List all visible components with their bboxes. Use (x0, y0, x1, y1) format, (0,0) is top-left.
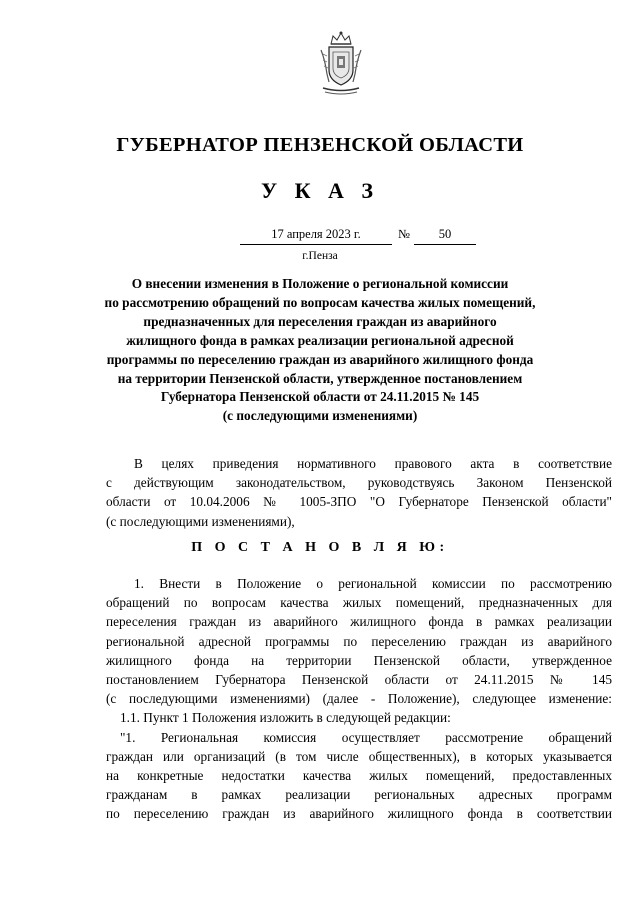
body-line: на конкретные недостатки качества жилых помещений, предоставленных (106, 768, 612, 784)
document-number: 50 (438, 227, 452, 241)
subject-line: Губернатора Пензенской области от 24.11.2015 № 145 (160, 389, 480, 405)
number-label: № (398, 227, 410, 241)
city: г.Пенза (302, 250, 338, 262)
body-line: гражданам в рамках реализации региональных адресных программ (106, 787, 612, 803)
document-date: 17 апреля 2023 г. (271, 227, 361, 241)
preamble-line: области от 10.04.2006 № 1005-ЗПО "О Губернаторе Пензенской области" (106, 494, 612, 510)
date-underline (240, 244, 392, 245)
preamble (106, 454, 612, 531)
preamble-line: с действующим законодательством, руководствуясь Законом Пензенской (106, 475, 612, 491)
body-line: граждан или организаций (в том числе общественных), в которых указывается (106, 748, 612, 764)
decree-heading: П О С Т А Н О В Л Я Ю: (191, 540, 449, 555)
decree-body (106, 574, 612, 824)
body-line: (с последующими изменениями) (далее - Положение), следующее изменение: (106, 691, 612, 707)
body-line: "1. Региональная комиссия осуществляет рассмотрение обращений (120, 729, 612, 745)
preamble-line: В целях приведения нормативного правового акта в соответствие (134, 456, 612, 471)
body-line: региональной адресной программы по переселению граждан из аварийного (106, 633, 612, 649)
number-underline (414, 244, 476, 245)
preamble-line: (с последующими изменениями), (106, 513, 295, 529)
body-line: жилищного фонда на территории Пензенской области, утвержденное (106, 652, 612, 668)
subject-line: жилищного фонда в рамках реализации региональной адресной (126, 332, 514, 348)
subject-line: программы по переселению граждан из аварийного жилищного фонда (106, 351, 534, 367)
subject-line: (с последующими изменениями) (222, 408, 418, 424)
body-line: обращений по вопросам качества жилых помещений, предназначенных для (106, 595, 612, 611)
subject-line: по рассмотрению обращений по вопросам качества жилых помещений, (104, 294, 536, 310)
subject-line: О внесении изменения в Положение о региональной комиссии (131, 276, 509, 291)
coat-of-arms-icon (319, 30, 363, 96)
body-line: 1.1. Пункт 1 Положения изложить в следующей редакции: (120, 710, 451, 726)
body-line: по переселению граждан из аварийного жилищного фонда в соответствии (106, 806, 612, 822)
subject-line: предназначенных для переселения граждан из аварийного (143, 313, 497, 329)
authority-title: ГУБЕРНАТОР ПЕНЗЕНСКОЙ ОБЛАСТИ (116, 134, 524, 156)
date-number-line (0, 227, 640, 247)
body-line: переселения граждан из аварийного жилищного фонда в рамках реализации (106, 614, 612, 630)
body-line: 1. Внести в Положение о региональной комиссии по рассмотрению (134, 576, 612, 591)
document-type: У К А З (260, 178, 380, 203)
document-subject (0, 275, 640, 426)
subject-line: на территории Пензенской области, утвержденное постановлением (117, 370, 523, 386)
body-line: постановлением Губернатора Пензенской области от 24.11.2015 № 145 (106, 672, 612, 688)
